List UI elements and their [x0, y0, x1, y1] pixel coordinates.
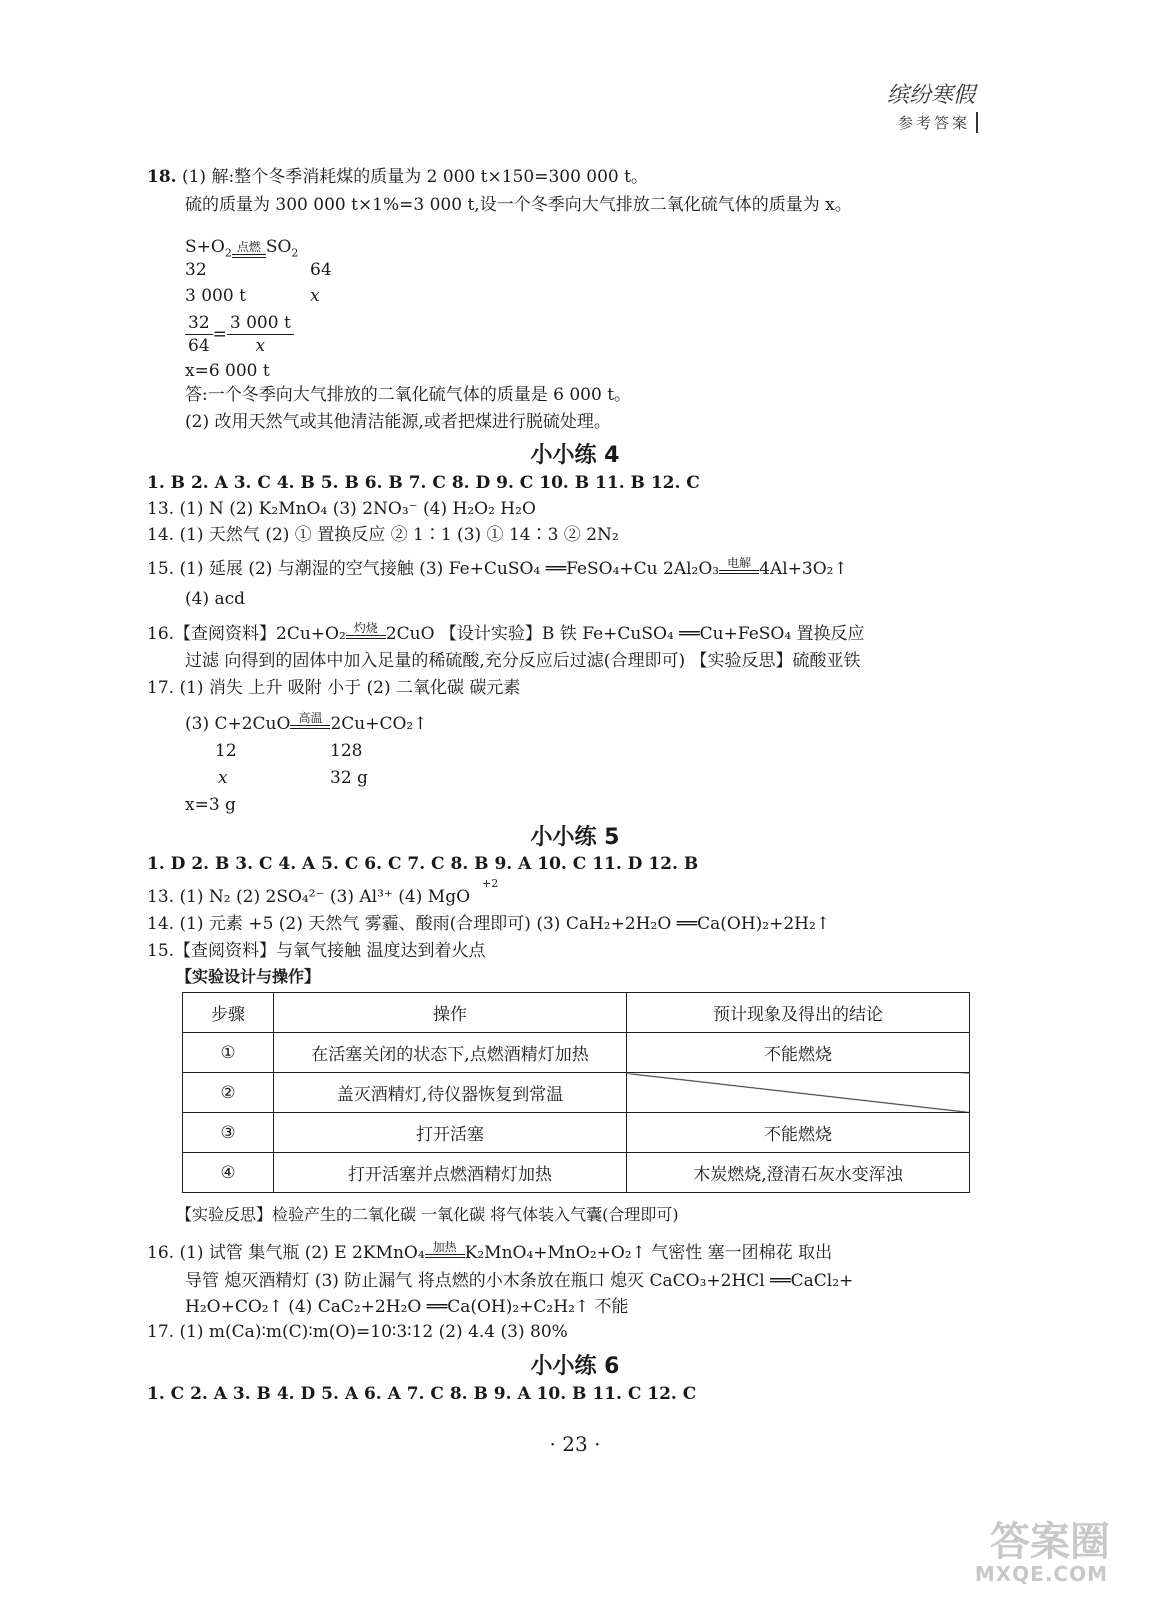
q18-line1: 18. (1) 解:整个冬季消耗煤的质量为 2 000 t×150=300 000 t。: [147, 167, 648, 187]
table-cell: ①: [183, 1033, 274, 1073]
sec5-q15-reflection: 【实验反思】检验产生的二氧化碳 一氧化碳 将气体装入气囊(合理即可): [176, 1205, 679, 1224]
q18-answer: 答:一个冬季向大气排放的二氧化硫气体的质量是 6 000 t。: [185, 385, 632, 405]
table-cell: 在活塞关闭的状态下,点燃酒精灯加热: [274, 1033, 627, 1073]
q18-proportion: $\frac{32}{64}$ = $\frac{3 000 t}{x}$: [185, 312, 294, 357]
table-cell: ④: [183, 1153, 274, 1193]
header-subtitle: 参考答案: [898, 112, 978, 133]
page-number: · 23 ·: [549, 1432, 601, 1456]
sec4-q17-row2: x 32 g: [218, 768, 368, 788]
section-title-6: 小小练 6: [530, 1354, 620, 1379]
experiment-table: [182, 992, 970, 1193]
table-row: [183, 1033, 970, 1073]
sec4-q17-result: x=3 g: [185, 795, 236, 815]
header-logo: 缤纷寒假: [886, 83, 975, 108]
table-cell: 不能燃烧: [627, 1033, 970, 1073]
q18-result: x=6 000 t: [185, 361, 270, 381]
sec4-q17-line1: 17. (1) 消失 上升 吸附 小于 (2) 二氧化碳 碳元素: [147, 678, 521, 698]
table-cell: 打开活塞并点燃酒精灯加热: [274, 1153, 627, 1193]
sec5-q13: 13. (1) N₂ (2) 2SO₄²⁻ (3) Al³⁺ (4) MgO +2: [147, 886, 470, 908]
q18-part2: (2) 改用天然气或其他清洁能源,或者把煤进行脱硫处理。: [185, 412, 611, 432]
section-title-5: 小小练 5: [530, 825, 620, 850]
sec5-q16-line3: H₂O+CO₂↑ (4) CaC₂+2H₂O ══Ca(OH)₂+C₂H₂↑ 不能: [185, 1297, 629, 1317]
table-cell: 木炭燃烧,澄清石灰水变浑浊: [627, 1153, 970, 1193]
sec4-q15-part4: (4) acd: [185, 589, 246, 609]
sec4-q14: 14. (1) 天然气 (2) ① 置换反应 ② 1∶1 (3) ① 14∶3 ② 2N₂: [147, 525, 619, 545]
watermark-url: MXQE.COM: [974, 1562, 1108, 1586]
sec5-q14: 14. (1) 元素 +5 (2) 天然气 雾霾、酸雨(合理即可) (3) CaH₂+2H₂O ══Ca(OH)₂+2H₂↑: [147, 914, 831, 934]
table-row: [183, 1153, 970, 1193]
table-row: [183, 1073, 970, 1113]
section-title-4: 小小练 4: [530, 443, 620, 468]
q18-ratio-row2: 3 000 t x: [185, 286, 320, 306]
table-header-row: [183, 993, 970, 1033]
q18-line2: 硫的质量为 300 000 t×1%=3 000 t,设一个冬季向大气排放二氧化硫气体的质量为 x。: [185, 195, 852, 215]
sec5-q17: 17. (1) m(Ca)∶m(C)∶m(O)=10∶3∶12 (2) 4.4 (3) 80%: [147, 1322, 568, 1342]
q18-equation: $S+O_2$ 点燃 $SO_2$: [185, 237, 299, 260]
table-cell: ③: [183, 1113, 274, 1153]
watermark-logo: 答案圈: [990, 1519, 1110, 1565]
sec5-q16-line2: 导管 熄灭酒精灯 (3) 防止漏气 将点燃的小木条放在瓶口 熄灭 CaCO₃+2HCl ══CaCl₂+: [185, 1271, 854, 1291]
sec4-mc: 1. B 2. A 3. C 4. B 5. B 6. B 7. C 8. D 9. C 10. B 11. B 12. C: [147, 473, 700, 493]
sec5-q15-line1: 15.【查阅资料】与氧气接触 温度达到着火点: [147, 941, 486, 961]
sec4-q17-row1: 12 128: [215, 741, 363, 761]
q18-ratio-row1: 32 64: [185, 260, 332, 280]
sec4-q16-line1: 16.【查阅资料】2Cu+O₂ 灼烧 2CuO 【设计实验】B 铁 Fe+CuSO₄ ══Cu+FeSO₄ 置换反应: [147, 621, 865, 644]
sec6-mc: 1. C 2. A 3. B 4. D 5. A 6. A 7. C 8. B 9. A 10. B 11. C 12. C: [147, 1384, 697, 1404]
table-cell: 盖灭酒精灯,待仪器恢复到常温: [274, 1073, 627, 1113]
sec4-q17-equation: (3) C+2CuO 高温 2Cu+CO₂↑: [185, 711, 428, 734]
table-header: 预计现象及得出的结论: [627, 993, 970, 1033]
mgo-valence: +2: [482, 877, 499, 890]
table-header: 步骤: [183, 993, 274, 1033]
table-cell: 不能燃烧: [627, 1113, 970, 1153]
table-header: 操作: [274, 993, 627, 1033]
sec4-q15: 15. (1) 延展 (2) 与潮湿的空气接触 (3) Fe+CuSO₄ ══FeSO₄+Cu 2Al₂O₃ 电解 4Al+3O₂↑: [147, 556, 848, 579]
sec4-q16-line2: 过滤 向得到的固体中加入足量的稀硫酸,充分反应后过滤(合理即可) 【实验反思】硫酸亚铁: [185, 651, 861, 671]
table-row: [183, 1113, 970, 1153]
sec5-q16-line1: 16. (1) 试管 集气瓶 (2) E 2KMnO₄ 加热 K₂MnO₄+MnO₂+O₂↑ 气密性 塞一团棉花 取出: [147, 1240, 833, 1263]
table-cell-diagonal: [627, 1073, 970, 1113]
sec4-q13: 13. (1) N (2) K₂MnO₄ (3) 2NO₃⁻ (4) H₂O₂ H₂O: [147, 499, 536, 519]
sec5-q15-line2: 【实验设计与操作】: [176, 967, 321, 986]
sec5-mc: 1. D 2. B 3. C 4. A 5. C 6. C 7. C 8. B 9. A 10. C 11. D 12. B: [147, 854, 699, 874]
table-cell: 打开活塞: [274, 1113, 627, 1153]
table-cell: ②: [183, 1073, 274, 1113]
